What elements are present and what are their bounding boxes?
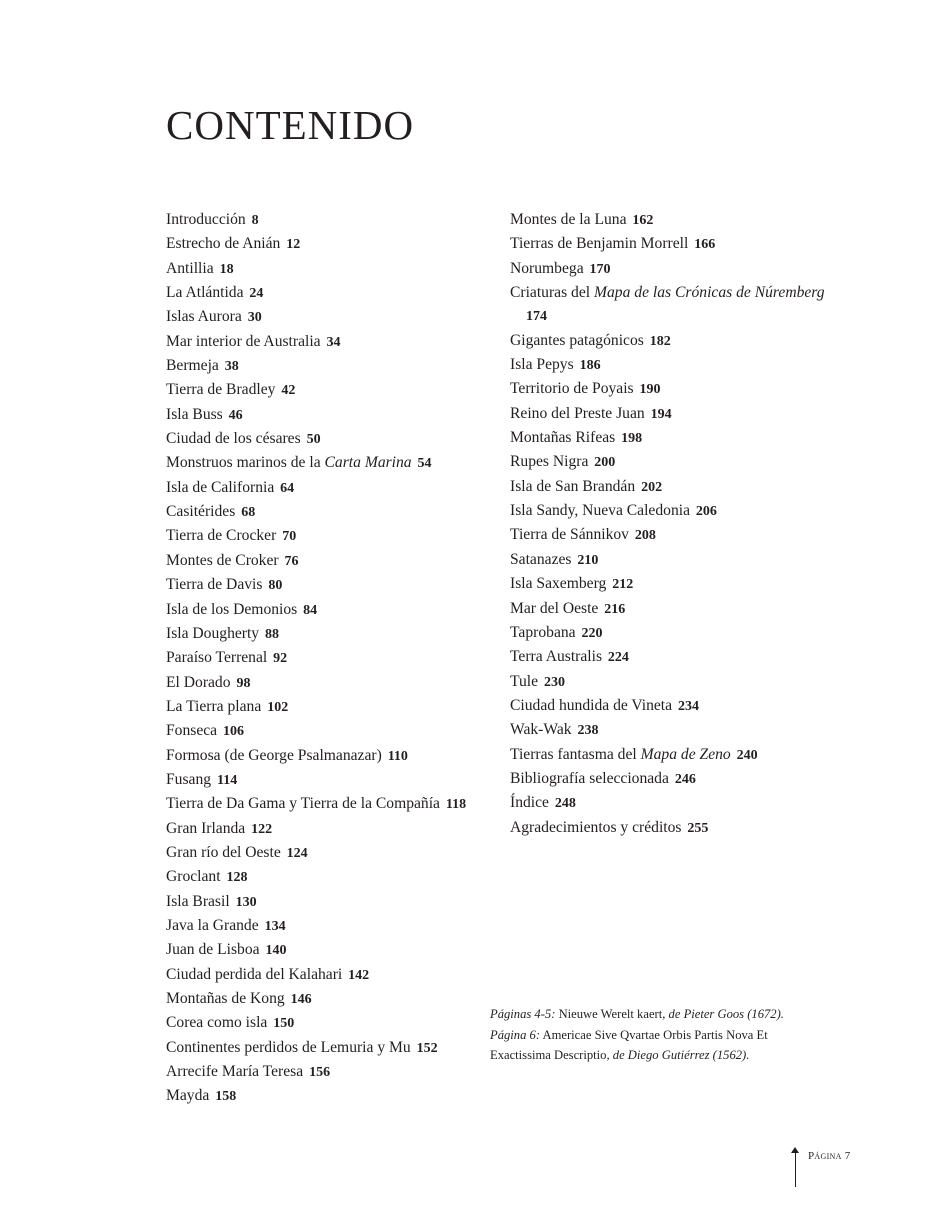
toc-entry — [510, 523, 850, 547]
toc-entry-page-number: 198 — [621, 431, 643, 447]
toc-entry-page-number: 128 — [226, 870, 248, 886]
toc-entry-title: Isla de los Demonios — [166, 600, 298, 618]
toc-entry — [510, 645, 850, 669]
toc-entry-title: Antillia — [166, 259, 214, 277]
toc-entry-title: Terra Australis — [510, 648, 603, 666]
toc-entry — [510, 572, 850, 596]
toc-entry — [166, 549, 496, 573]
toc-entry-page-number: 140 — [265, 943, 287, 959]
toc-entry-page-number: 158 — [215, 1089, 237, 1105]
toc-entry-title: Isla de California — [166, 478, 275, 496]
toc-entry-page-number: 80 — [268, 578, 283, 594]
toc-entry-title: Groclant — [166, 868, 221, 886]
toc-entry-title: Ciudad hundida de Vineta — [510, 696, 673, 714]
toc-entry — [166, 890, 496, 914]
toc-entry — [166, 232, 496, 256]
toc-entry — [510, 208, 850, 232]
toc-entry-title: Montes de la Luna — [510, 211, 627, 228]
toc-entry-title-text: Criaturas del — [510, 284, 595, 302]
toc-entry — [166, 354, 496, 378]
toc-entry-page-number: 230 — [543, 674, 565, 690]
toc-entry-title: Ciudad de los césares — [166, 430, 301, 448]
toc-entry-title: Isla Saxemberg — [510, 575, 607, 593]
toc-entry-page-number: 150 — [273, 1016, 295, 1032]
toc-entry-page-number: 124 — [286, 845, 308, 861]
toc-entry — [510, 743, 850, 767]
toc-entry-title: Tierra de Bradley — [166, 381, 276, 399]
toc-entry-page-number: 206 — [695, 504, 717, 520]
toc-entry — [166, 257, 496, 281]
toc-entry — [166, 208, 496, 232]
toc-entry — [510, 353, 850, 377]
toc-entry — [510, 232, 850, 256]
toc-entry-page-number: 34 — [326, 334, 341, 350]
toc-entry-title: Gran río del Oeste — [166, 843, 281, 861]
toc-entry-page-number: 182 — [649, 333, 671, 349]
toc-entry-page-number: 88 — [265, 626, 280, 642]
toc-entry-title: Montes de Croker — [166, 551, 279, 569]
toc-entry — [166, 695, 496, 719]
toc-entry-title: Isla Buss — [166, 405, 223, 423]
toc-entry-page-number: 186 — [579, 358, 601, 374]
toc-entry-title — [166, 454, 412, 471]
toc-entry-title: Norumbega — [510, 259, 584, 277]
toc-entry-title: Fusang — [166, 770, 212, 788]
toc-entry-page-number: 220 — [581, 625, 603, 641]
toc-entry-title: Estrecho de Anián — [166, 235, 281, 253]
toc-entry — [510, 767, 850, 791]
toc-entry-title: Tierra de Crocker — [166, 527, 277, 545]
folio-rule — [795, 1150, 796, 1187]
toc-entry — [510, 670, 850, 694]
toc-entry-title: Índice — [510, 794, 549, 812]
toc-entry — [510, 281, 850, 329]
toc-entry — [510, 548, 850, 572]
toc-entry-title: Bibliografía seleccionada — [510, 769, 669, 787]
toc-entry — [510, 377, 850, 401]
toc-entry-title: La Tierra plana — [166, 697, 262, 715]
toc-entry-page-number: 240 — [736, 747, 758, 763]
toc-entry-page-number: 130 — [235, 894, 257, 910]
toc-entry-page-number: 106 — [223, 724, 245, 740]
toc-entry — [510, 450, 850, 474]
toc-entry-page-number: 12 — [286, 237, 301, 253]
toc-entry-title: Isla Dougherty — [166, 624, 260, 642]
toc-entry-page-number: 166 — [694, 237, 716, 253]
toc-entry-page-number: 255 — [687, 820, 709, 836]
toc-entry-title: Territorio de Poyais — [510, 380, 634, 398]
toc-entry — [166, 476, 496, 500]
toc-entry-title: Ciudad perdida del Kalahari — [166, 965, 343, 983]
toc-entry-page-number: 134 — [264, 918, 286, 934]
toc-entry-title: Tierra de Da Gama y Tierra de la Compañía — [166, 795, 440, 813]
toc-entry-title: Introducción — [166, 211, 246, 228]
toc-entry — [510, 597, 850, 621]
toc-entry-page-number: 70 — [282, 529, 297, 545]
toc-entry-page-number: 42 — [281, 383, 296, 399]
toc-entry-title: Formosa (de George Psalmanazar) — [166, 746, 382, 764]
toc-entry-title: Reino del Preste Juan — [510, 404, 645, 422]
toc-entry-title: Isla de San Brandán — [510, 477, 636, 495]
page-title: CONTENIDO — [166, 102, 415, 148]
toc-entry — [166, 1084, 496, 1108]
caption-1 — [490, 1004, 820, 1025]
toc-entry-title: Islas Aurora — [166, 308, 242, 326]
toc-entry-title-text: Monstruos marinos de la — [166, 454, 325, 472]
toc-entry-page-number: 162 — [632, 213, 654, 228]
toc-entry-title: Tierra de Davis — [166, 576, 263, 594]
toc-entry-page-number: 234 — [677, 698, 699, 714]
toc-entry — [166, 305, 496, 329]
toc-entry — [166, 671, 496, 695]
toc-entry-title: Casitérides — [166, 503, 236, 521]
toc-entry-page-number: 68 — [241, 505, 256, 521]
toc-entry-title: Satanazes — [510, 550, 572, 568]
toc-entry-page-number: 24 — [249, 286, 264, 302]
toc-entry — [166, 744, 496, 768]
toc-entry-page-number: 156 — [309, 1065, 331, 1081]
caption-work: Americae Sive Qvartae Orbis Partis Nova Et Exactissima Descriptio — [490, 1027, 768, 1062]
toc-column-left — [166, 208, 496, 1109]
toc-entry — [166, 841, 496, 865]
toc-entry-page-number: 38 — [224, 359, 239, 375]
toc-entry — [510, 694, 850, 718]
toc-entry-title-text: Tierras fantasma del — [510, 745, 641, 763]
toc-entry-page-number: 194 — [650, 406, 672, 422]
toc-entry-page-number: 122 — [251, 821, 273, 837]
toc-entry — [166, 914, 496, 938]
toc-entry-title-italic: Mapa de las Crónicas de Núremberg — [594, 284, 825, 302]
toc-entry-title: Juan de Lisboa — [166, 941, 260, 959]
toc-entry — [166, 987, 496, 1011]
toc-entry — [166, 1060, 496, 1084]
toc-entry-page-number: 212 — [612, 577, 634, 593]
toc-entry-title: Isla Sandy, Nueva Caledonia — [510, 502, 690, 520]
toc-entry-page-number: 110 — [387, 748, 408, 764]
toc-entry-page-number: 8 — [251, 213, 259, 228]
toc-entry — [166, 1036, 496, 1060]
toc-entry-page-number: 102 — [267, 699, 289, 715]
toc-entry — [166, 524, 496, 548]
toc-entry-title — [510, 284, 825, 301]
toc-entry — [510, 816, 850, 840]
toc-entry-title: Montañas de Kong — [166, 990, 285, 1007]
toc-entry-page-number: 216 — [604, 601, 626, 617]
toc-entry — [166, 963, 496, 987]
page-number: Página 7 — [808, 1150, 851, 1162]
toc-entry-page-number: 200 — [594, 455, 616, 471]
toc-entry — [166, 378, 496, 402]
toc-entry-page-number: 210 — [577, 552, 599, 568]
toc-entry-page-number: 238 — [577, 723, 599, 739]
toc-entry-page-number: 54 — [417, 456, 432, 472]
toc-entry — [510, 426, 850, 450]
caption-2 — [490, 1025, 820, 1066]
toc-entry-title: Tule — [510, 672, 539, 690]
toc-entry — [166, 792, 496, 816]
toc-entry — [510, 402, 850, 426]
toc-entry-page-number: 246 — [674, 771, 696, 787]
toc-entry — [166, 817, 496, 841]
toc-entry-title: El Dorado — [166, 673, 231, 691]
toc-entry-title: Java la Grande — [166, 916, 259, 934]
toc-entry — [510, 257, 850, 281]
toc-entry-page-number: 190 — [639, 382, 661, 398]
toc-entry-title: Mayda — [166, 1087, 210, 1105]
toc-entry — [166, 938, 496, 962]
toc-column-right — [510, 208, 850, 840]
toc-entry-title: Agradecimientos y créditos — [510, 818, 682, 836]
caption-label: Página 6: — [490, 1027, 541, 1042]
toc-entry-page-number: 208 — [634, 528, 656, 544]
caption-work: Nieuwe Werelt kaert — [558, 1007, 663, 1021]
toc-entry-title: Mar del Oeste — [510, 599, 599, 617]
toc-entry-page-number: 248 — [554, 796, 576, 812]
toc-entry-title: Wak-Wak — [510, 721, 572, 739]
toc-entry-page-number: 64 — [280, 480, 295, 496]
toc-entry-page-number: 142 — [348, 967, 370, 983]
toc-entry-page-number: 170 — [589, 261, 611, 277]
toc-entry-title: La Atlántida — [166, 284, 244, 302]
toc-entry — [510, 329, 850, 353]
toc-entry-title: Montañas Rifeas — [510, 429, 616, 447]
toc-entry-page-number: 84 — [303, 602, 318, 618]
toc-entry — [166, 403, 496, 427]
toc-entry-page-number: 92 — [273, 651, 288, 667]
toc-entry — [166, 598, 496, 622]
toc-entry-title: Corea como isla — [166, 1014, 268, 1032]
toc-entry-title-italic: Carta Marina — [324, 454, 412, 472]
toc-entry-page-number: 76 — [284, 553, 299, 569]
toc-entry-title: Arrecife María Teresa — [166, 1063, 304, 1081]
toc-entry — [166, 281, 496, 305]
toc-entry — [166, 427, 496, 451]
toc-entry-page-number: 202 — [641, 479, 663, 495]
toc-entry-title: Taprobana — [510, 623, 576, 641]
toc-entry-title: Isla Brasil — [166, 892, 230, 910]
toc-entry — [510, 718, 850, 742]
toc-entry — [166, 768, 496, 792]
toc-entry-title: Rupes Nigra — [510, 453, 589, 471]
toc-entry-title: Tierra de Sánnikov — [510, 526, 629, 544]
toc-entry-title: Mar interior de Australia — [166, 332, 321, 350]
toc-entry-page-number: 50 — [306, 432, 321, 448]
toc-entry-page-number: 152 — [416, 1040, 438, 1056]
toc-entry — [510, 621, 850, 645]
image-captions — [490, 1004, 820, 1066]
toc-entry — [166, 573, 496, 597]
toc-entry — [166, 500, 496, 524]
toc-entry-title: Gigantes patagónicos — [510, 331, 644, 349]
toc-entry-page-number: 174 — [526, 309, 547, 325]
toc-entry-title: Tierras de Benjamin Morrell — [510, 235, 689, 253]
toc-entry-page-number: 98 — [236, 675, 251, 691]
toc-entry — [166, 622, 496, 646]
caption-credit: , de Diego Gutiérrez (1562). — [606, 1048, 750, 1062]
toc-entry — [166, 865, 496, 889]
toc-entry-page-number: 146 — [290, 992, 312, 1007]
caption-credit: , de Pieter Goos (1672). — [662, 1007, 784, 1021]
toc-entry-page-number: 30 — [247, 310, 262, 326]
toc-entry — [510, 791, 850, 815]
toc-entry-page-number: 114 — [216, 772, 238, 788]
toc-entry — [166, 451, 496, 475]
toc-entry-page-number: 18 — [219, 261, 234, 277]
caption-label: Páginas 4-5: — [490, 1007, 556, 1021]
toc-entry-title: Isla Pepys — [510, 356, 574, 374]
toc-entry — [166, 719, 496, 743]
toc-entry-title: Continentes perdidos de Lemuria y Mu — [166, 1038, 411, 1056]
toc-entry-title-italic: Mapa de Zeno — [640, 745, 731, 763]
toc-entry-title: Bermeja — [166, 357, 219, 375]
toc-entry-page-number: 224 — [607, 650, 629, 666]
toc-entry-title — [510, 746, 731, 763]
toc-entry — [510, 475, 850, 499]
toc-entry-page-number: 46 — [228, 407, 243, 423]
toc-entry-title: Paraíso Terrenal — [166, 649, 268, 667]
toc-entry-title: Gran Irlanda — [166, 819, 246, 837]
toc-entry — [166, 1011, 496, 1035]
toc-entry-title: Fonseca — [166, 722, 218, 740]
toc-entry — [510, 499, 850, 523]
toc-entry-page-number: 118 — [445, 797, 467, 813]
toc-entry — [166, 646, 496, 670]
toc-entry — [166, 330, 496, 354]
